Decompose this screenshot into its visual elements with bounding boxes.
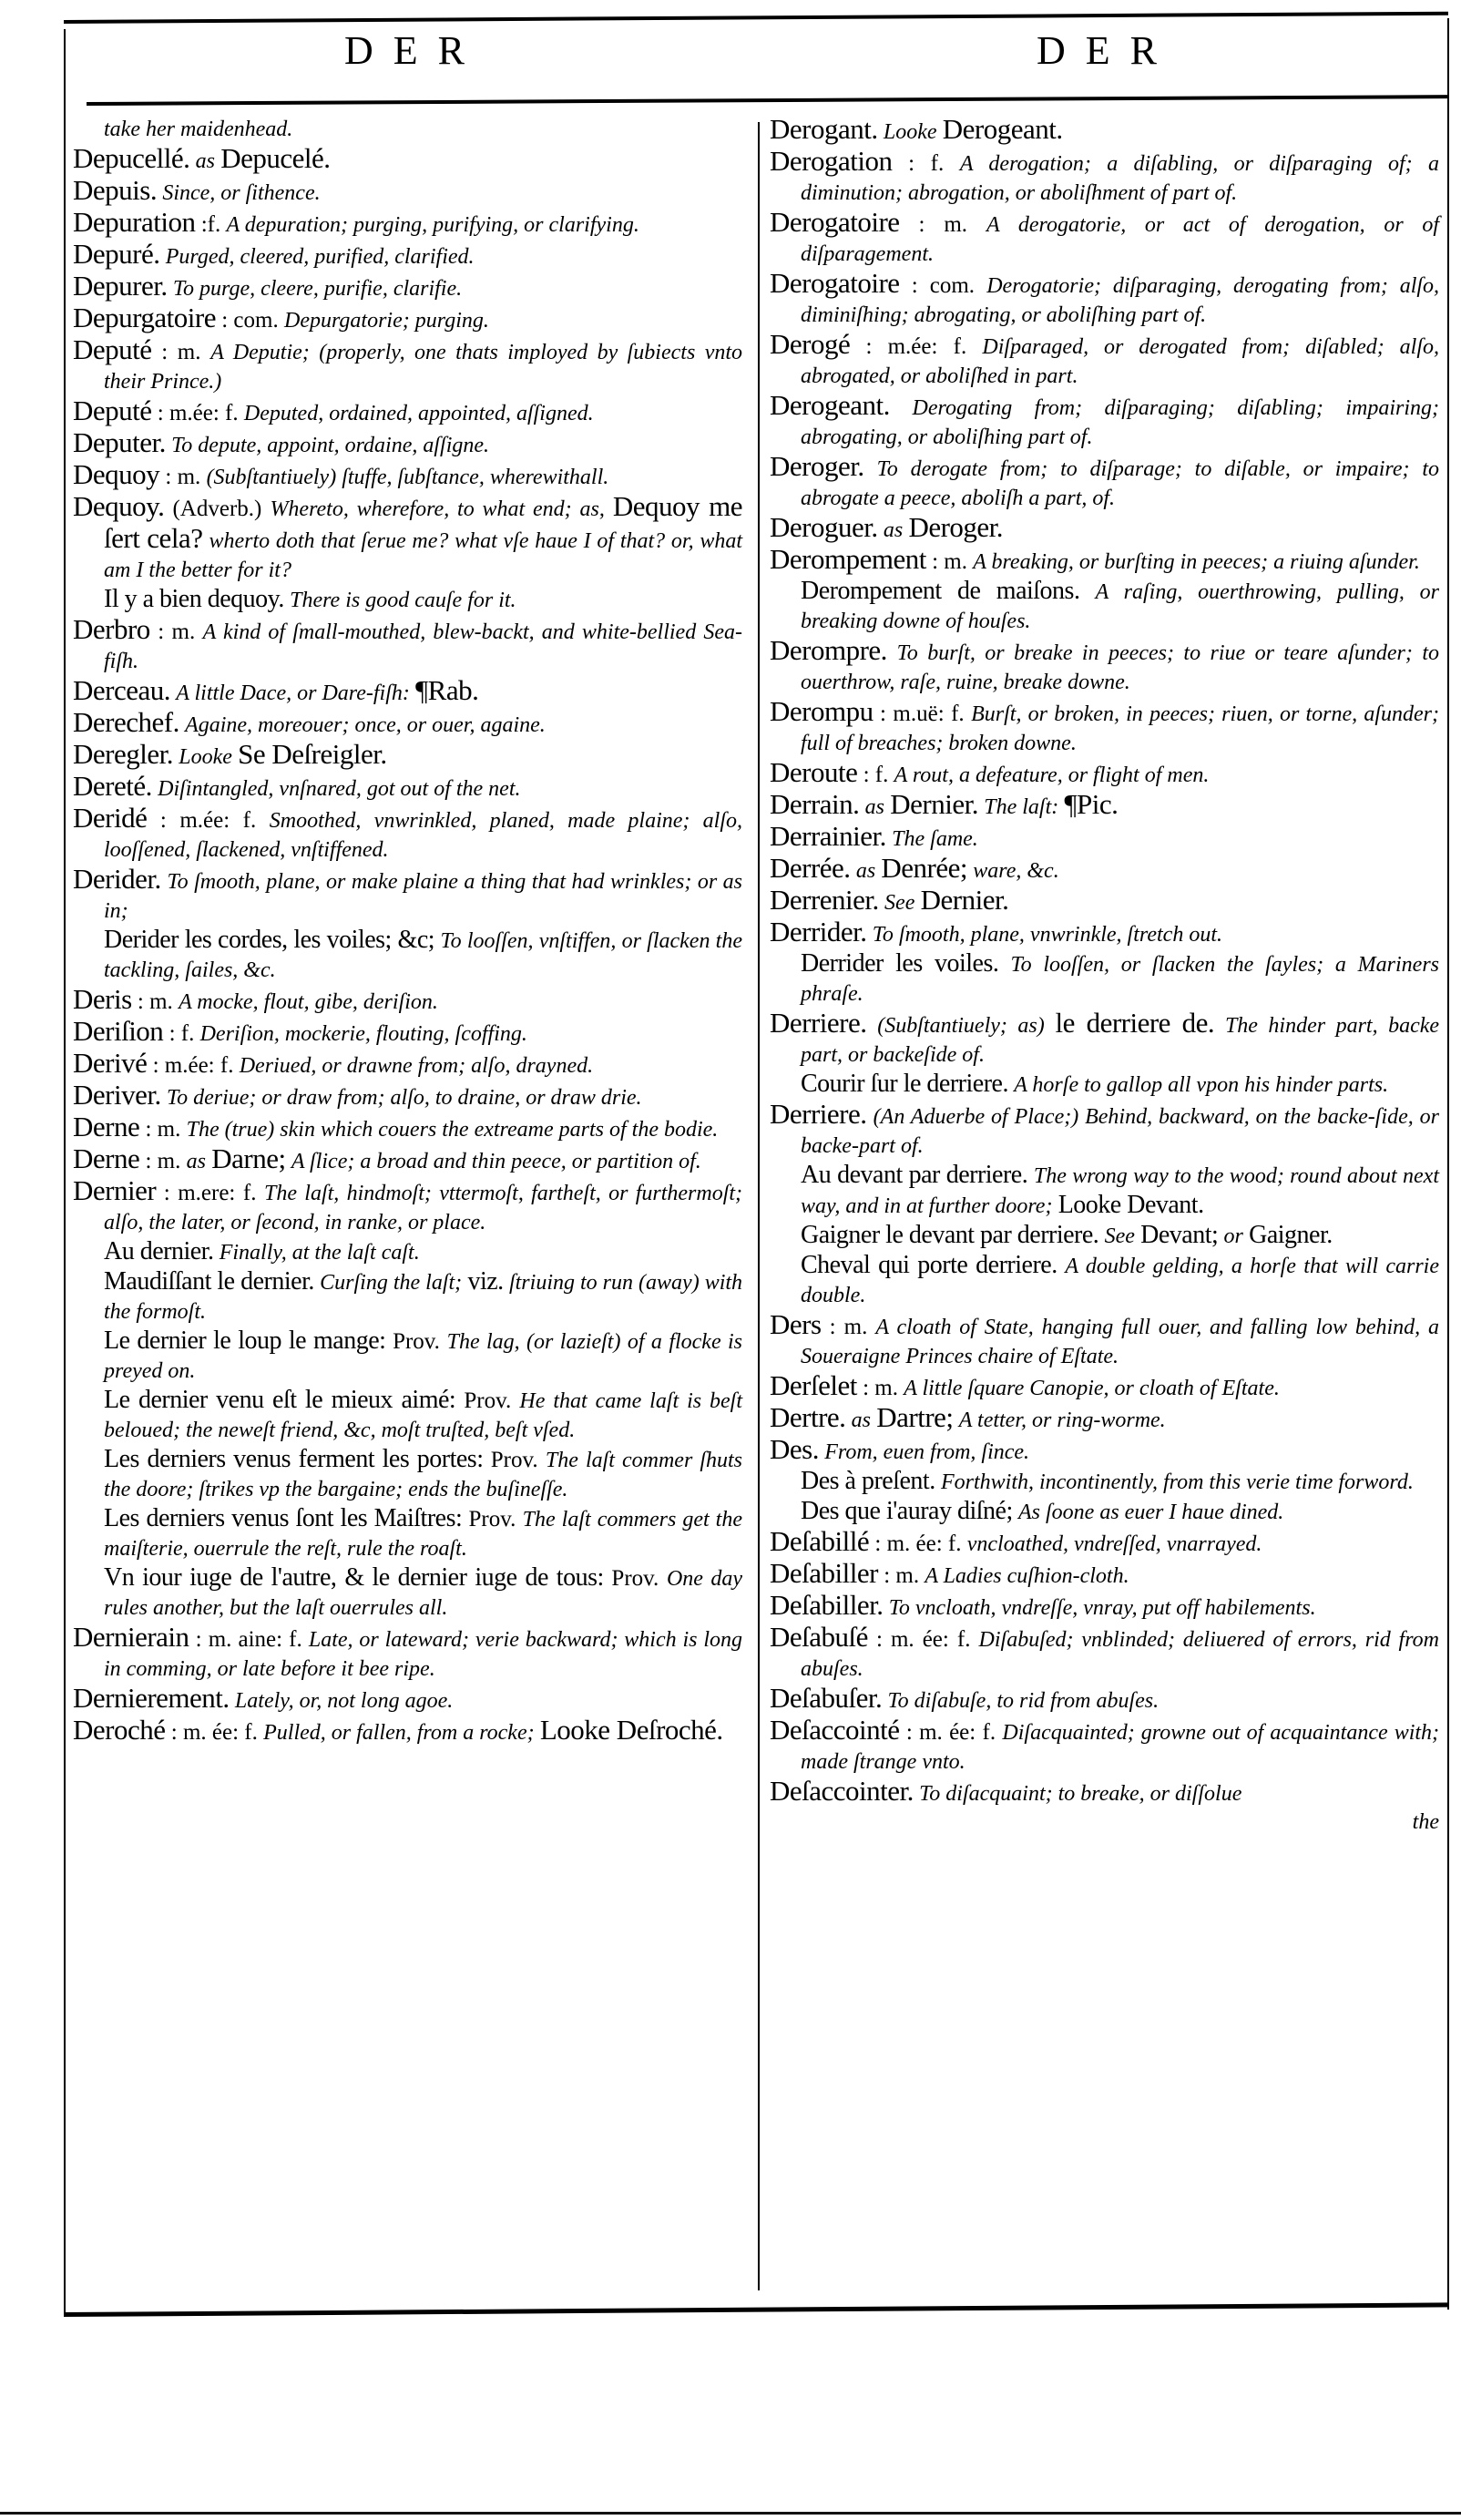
definition: A raſing, ouerthrowing, pulling, or breaking downe of houſes. — [801, 580, 1440, 633]
dictionary-entry — [73, 1176, 742, 1237]
grammar-label: : m.ée: f. — [152, 1053, 234, 1078]
headword: Derrider. — [770, 916, 867, 948]
dictionary-entry — [770, 854, 1439, 886]
headword: Deſabiller — [770, 1557, 878, 1589]
definition: take her maidenhead. — [104, 118, 293, 141]
definition: To vncloath, vndreſſe, vnray, put off habilements. — [888, 1596, 1316, 1620]
headword: Derompement — [770, 543, 926, 575]
definition: as — [186, 1150, 206, 1173]
sub-entry — [73, 1445, 742, 1504]
grammar-label: : f. — [908, 151, 945, 176]
headword: Derompre. — [770, 634, 887, 666]
headword: Derceau. — [73, 674, 170, 706]
definition: Purged, cleered, purified, clarified. — [165, 245, 475, 269]
headword: Au dernier. — [104, 1237, 214, 1265]
dictionary-entry — [770, 1684, 1439, 1716]
dictionary-entry — [73, 708, 742, 740]
dictionary-entry — [770, 115, 1439, 147]
headword: Derogeant. — [770, 389, 890, 421]
header-rule — [87, 95, 1448, 106]
grammar-label: (Adverb.) — [172, 497, 262, 521]
definition: A breaking, or burſting in peeces; a riuing aſunder. — [973, 550, 1420, 574]
definition: The laſt: — [984, 795, 1059, 819]
definition: To diſabuſe, to rid from abuſes. — [887, 1689, 1160, 1713]
headword: Derivé — [73, 1047, 148, 1079]
definition: Curſing the laſt; — [320, 1271, 463, 1295]
dictionary-entry — [770, 917, 1439, 949]
grammar-label: Prov. — [464, 1388, 512, 1413]
column-divider — [758, 122, 760, 2290]
dictionary-entry — [73, 772, 742, 804]
definition: ſtriuing to run (away) with the formoſt. — [104, 1271, 743, 1324]
definition: Diſabuſed; vnblinded; deliuered of errors, rid from abuſes. — [801, 1628, 1439, 1681]
headword: Dereté. — [73, 770, 152, 802]
dictionary-entry — [73, 396, 742, 428]
definition: A cloath of State, hanging full ouer, and falling low behind, a Soueraigne Princes chaire of Eſtate. — [801, 1316, 1440, 1368]
sub-entry — [73, 1386, 742, 1445]
headword: Derrenier. — [770, 884, 879, 916]
headword: Derrider les voiles. — [801, 949, 999, 978]
grammar-label: : m. — [863, 1376, 898, 1400]
headword: Dernierain — [73, 1621, 189, 1653]
grammar-label: : com. — [221, 308, 279, 333]
cross-reference: ¶Rab. — [415, 674, 479, 706]
headword: Depurgatoire — [73, 302, 216, 333]
headword: Derſelet — [770, 1369, 857, 1401]
definition: (Subſtantiuely) ſtuffe, ſubſtance, wherewithall. — [206, 466, 609, 489]
headword: Des à preſent. — [801, 1467, 935, 1495]
grammar-label: : m. — [145, 1117, 181, 1142]
headword: Derbro — [73, 613, 150, 645]
dictionary-entry — [770, 269, 1439, 330]
definition: A derogation; a diſabling, or diſparaging of; a diminution; abrogation, or aboliſhment of part of. — [801, 152, 1440, 205]
headword: Dequoy — [73, 458, 160, 490]
definition: A kind of ſmall-mouthed, blew-backt, and white-bellied Sea-fiſh. — [104, 620, 742, 673]
sub-entry — [770, 949, 1439, 1009]
definition: as — [195, 149, 215, 173]
cross-reference: Derogeant. — [942, 113, 1063, 145]
grammar-label: : m. — [158, 620, 196, 644]
headword: Au devant par derriere. — [801, 1161, 1028, 1189]
grammar-label: : m. ée: f. — [905, 1720, 996, 1745]
dictionary-entry — [73, 985, 742, 1017]
dictionary-entry — [770, 1623, 1439, 1684]
cross-reference: le derriere de. — [1055, 1007, 1215, 1039]
headword: Derne — [73, 1142, 140, 1174]
page-edge-line — [0, 2512, 1461, 2515]
headword: Deroguer. — [770, 511, 878, 543]
sub-entry — [770, 1161, 1439, 1221]
definition: A little ſquare Canopie, or cloath of Eſtate. — [904, 1377, 1280, 1400]
dictionary-entry — [770, 452, 1439, 513]
headword: Depucellé. — [73, 142, 190, 174]
grammar-label: : m. — [161, 340, 201, 364]
headword: Deſabuſer. — [770, 1682, 883, 1714]
dictionary-entry — [770, 391, 1439, 452]
grammar-label: : m. — [145, 1149, 181, 1173]
headword: Deſabiller. — [770, 1589, 884, 1621]
dictionary-entry — [73, 1716, 742, 1747]
cross-reference: Depucelé. — [220, 142, 331, 174]
definition: Diſacquainted; growne out of acquaintance with; made ſtrange vnto. — [801, 1721, 1440, 1774]
sub-entry — [73, 1504, 742, 1563]
definition: A derogatorie, or act of derogation, or of diſparagement. — [801, 213, 1440, 266]
cross-reference: Dartre; — [876, 1401, 954, 1433]
headword: Deridé — [73, 802, 148, 834]
definition: Smoothed, vnwrinkled, planed, made plaine; alſo, looſſened, ſlackened, vnſtiffened. — [104, 809, 742, 862]
definition: A Deputie; (properly, one thats imployed by ſubiects vnto their Prince.) — [104, 341, 743, 394]
headword: Les derniers venus ſont les Maiſtres: — [104, 1504, 463, 1532]
dictionary-entry — [770, 822, 1439, 854]
cross-reference: ¶Pic. — [1064, 788, 1119, 820]
headword: Ders — [770, 1308, 822, 1340]
headword: Deroger. — [770, 450, 864, 482]
cross-reference: viz. — [467, 1267, 504, 1296]
grammar-label: : m. — [918, 212, 968, 237]
definition: (An Aduerbe of Place;) Behind, backward, on the backe-ſide, or backe-part of. — [801, 1105, 1440, 1158]
dictionary-entry — [770, 208, 1439, 269]
definition: ware, &c. — [973, 859, 1059, 883]
headword: Derriere. — [770, 1007, 867, 1039]
entry-continuation — [73, 115, 742, 144]
definition: See — [1104, 1224, 1135, 1248]
dictionary-entry — [770, 1777, 1439, 1808]
dictionary-entry — [73, 144, 742, 176]
dictionary-entry — [73, 740, 742, 772]
dictionary-entry — [770, 513, 1439, 545]
headword: Derompu — [770, 695, 874, 727]
grammar-label: : m. ée: f. — [874, 1531, 962, 1556]
definition: To burſt, or breake in peeces; to riue or teare aſunder; to ouerthrow, raſe, ruine, breake downe. — [801, 641, 1439, 694]
definition: See — [884, 891, 915, 915]
sub-entry — [770, 1497, 1439, 1527]
dictionary-entry — [73, 1112, 742, 1144]
definition: Finally, at the laſt caſt. — [219, 1241, 420, 1265]
definition: Looke — [883, 120, 937, 144]
dictionary-entry — [770, 147, 1439, 208]
running-head-right: DER — [1037, 28, 1177, 73]
dictionary-entry — [770, 1009, 1439, 1070]
cross-reference: Darne; — [211, 1142, 286, 1174]
definition: Deriued, or drawne from; alſo, drayned. — [239, 1054, 594, 1078]
headword: Derogation — [770, 145, 893, 177]
definition: wherto doth that ſerue me? what vſe haue I of that? or, what am I the better for it? — [104, 529, 742, 582]
cross-reference: Looke Deſroché. — [539, 1714, 723, 1746]
definition: Deriſion, mockerie, flouting, ſcoffing. — [199, 1022, 527, 1046]
headword: Deputer. — [73, 426, 166, 458]
dictionary-entry — [770, 1591, 1439, 1623]
grammar-label: : m. — [165, 465, 201, 489]
headword: Derider. — [73, 863, 161, 895]
cross-reference: Devant; — [1140, 1221, 1219, 1249]
dictionary-entry — [73, 1049, 742, 1081]
headword: Depuis. — [73, 174, 158, 206]
dictionary-entry — [770, 1371, 1439, 1403]
grammar-label: : f. — [863, 763, 889, 787]
definition: as — [883, 518, 904, 542]
dictionary-entry — [73, 804, 742, 865]
cross-reference: Dequoy me ſert cela? — [104, 490, 742, 554]
headword: Derider les cordes, les voiles; &c; — [104, 926, 435, 954]
dictionary-entry — [73, 271, 742, 303]
definition: To ſmooth, plane, vnwrinkle, ſtretch out. — [872, 923, 1222, 947]
sub-entry — [770, 1467, 1439, 1497]
dictionary-entry — [73, 335, 742, 396]
grammar-label: : f. — [169, 1021, 195, 1046]
grammar-label: : m. — [932, 549, 967, 574]
grammar-label: :f. — [200, 212, 221, 237]
bottom-rule — [64, 2302, 1448, 2317]
definition: Pulled, or fallen, from a rocke; — [263, 1721, 535, 1745]
headword: Dernier — [73, 1174, 157, 1206]
sub-entry — [770, 1070, 1439, 1100]
definition: A tetter, or ring-worme. — [958, 1409, 1166, 1432]
headword: Des que i'auray diſné; — [801, 1497, 1013, 1525]
headword: Derechef. — [73, 706, 179, 738]
headword: Deputé — [73, 333, 152, 365]
dictionary-entry — [770, 697, 1439, 758]
sub-entry — [73, 1563, 742, 1623]
dictionary-entry — [770, 1310, 1439, 1371]
dictionary-entry — [73, 492, 742, 585]
dictionary-entry — [73, 1144, 742, 1176]
headword: Derrée. — [770, 852, 851, 884]
headword: Dertre. — [770, 1401, 846, 1433]
headword: Cheval qui porte derriere. — [801, 1251, 1057, 1279]
definition: Whereto, wherefore, to what end; as, — [270, 497, 605, 521]
headword: Deſaccointé — [770, 1714, 900, 1746]
sub-entry — [73, 1327, 742, 1386]
dictionary-entry — [73, 1017, 742, 1049]
definition: The laſt commers get the maiſterie, ouerrule the reſt, rule the roaſt. — [104, 1508, 743, 1561]
cross-reference: Se Deſreigler. — [238, 738, 387, 770]
dictionary-entry — [73, 615, 742, 676]
dictionary-entry — [73, 240, 742, 271]
headword: Deſaccointer. — [770, 1775, 914, 1807]
definition: Looke — [179, 745, 232, 769]
grammar-label: : m. — [829, 1315, 868, 1339]
definition: Burſt, or broken, in peeces; riuen, or torne, aſunder; full of breaches; broken downe. — [801, 702, 1440, 755]
headword: Deriver. — [73, 1079, 161, 1111]
dictionary-entry — [770, 1716, 1439, 1777]
definition: There is good cauſe for it. — [290, 589, 516, 612]
definition: A rout, a defeature, or flight of men. — [894, 763, 1210, 787]
definition: To looſſen, vnſtiffen, or ſlacken the tackling, ſailes, &c. — [104, 929, 742, 982]
dictionary-entry — [770, 1559, 1439, 1591]
sub-entry — [73, 585, 742, 615]
definition: Diſparaged, or derogated from; diſabled; alſo, abrogated, or aboliſhed in part. — [801, 335, 1440, 388]
grammar-label: Prov. — [490, 1448, 538, 1472]
definition: or — [1223, 1224, 1243, 1248]
headword: Deſabuſé — [770, 1621, 868, 1653]
headword: Derogatoire — [770, 206, 900, 238]
right-column — [770, 115, 1439, 1837]
cross-reference: Dernier. — [920, 884, 1009, 916]
sub-entry — [770, 1251, 1439, 1310]
grammar-label: : m. aine: f. — [195, 1627, 302, 1652]
definition: From, euen from, ſince. — [824, 1440, 1030, 1464]
left-column — [73, 115, 742, 1747]
headword: Courir ſur le derriere. — [801, 1070, 1008, 1098]
headword: Deris — [73, 983, 132, 1015]
headword: Dernierement. — [73, 1682, 230, 1714]
definition: Forthwith, incontinently, from this verie time forword. — [940, 1470, 1414, 1494]
headword: Le dernier le loup le mange: — [104, 1327, 386, 1355]
grammar-label: : m. — [137, 989, 173, 1014]
dictionary-entry — [73, 303, 742, 335]
dictionary-entry — [770, 1527, 1439, 1559]
headword: Deregler. — [73, 738, 173, 770]
dictionary-entry — [770, 790, 1439, 822]
definition: To looſſen, or ſlacken the ſayles; a Mariners phraſe. — [801, 953, 1439, 1006]
grammar-label: : m.ée: f. — [159, 808, 257, 833]
headword: Derrainier. — [770, 820, 886, 852]
dictionary-entry — [73, 1623, 742, 1684]
definition: To purge, cleere, purifie, clarifie. — [172, 277, 463, 301]
definition: A depuration; purging, purifying, or clarifying. — [226, 213, 639, 237]
grammar-label: : m. — [884, 1563, 920, 1588]
definition: The ſame. — [892, 827, 978, 851]
headword: Dequoy. — [73, 490, 165, 522]
definition: To deriue; or draw from; alſo, to draine, or draw drie. — [166, 1086, 642, 1110]
headword: Deriſion — [73, 1015, 164, 1047]
headword: Il y a bien dequoy. — [104, 585, 284, 613]
sub-entry — [73, 926, 742, 985]
grammar-label: : com. — [911, 273, 976, 298]
top-rule — [64, 12, 1448, 24]
definition: Diſintangled, vnſnared, got out of the net. — [158, 777, 521, 801]
dictionary-entry — [73, 1081, 742, 1112]
grammar-label: : m. ée: f. — [170, 1720, 258, 1745]
dictionary-entry — [73, 428, 742, 460]
definition: A horſe to gallop all vpon his hinder parts. — [1014, 1073, 1389, 1097]
definition: A double gelding, a horſe that will carrie double. — [801, 1255, 1439, 1307]
headword: Derogant. — [770, 113, 878, 145]
dictionary-entry — [73, 676, 742, 708]
grammar-label: : m.uë: f. — [880, 702, 965, 726]
definition: To diſacquaint; to breake, or diſſolue — [919, 1782, 1242, 1806]
grammar-label: : m.ere: f. — [163, 1181, 257, 1205]
dictionary-entry — [770, 1100, 1439, 1161]
definition: vncloathed, vndreſſed, vnarrayed. — [966, 1532, 1262, 1556]
headword: Deroché — [73, 1714, 166, 1746]
headword: Derne — [73, 1111, 140, 1142]
grammar-label: Prov. — [393, 1329, 440, 1354]
dictionary-entry — [770, 1403, 1439, 1435]
dictionary-entry — [770, 330, 1439, 391]
grammar-label: : m.ée: f. — [157, 401, 239, 425]
sub-entry — [770, 577, 1439, 636]
definition: The laſt commer ſhuts the doore; ſtrikes vp the bargaine; ends the buſineſſe. — [104, 1449, 743, 1501]
grammar-label: : m. ée: f. — [875, 1627, 971, 1652]
headword: Vn iour iuge de l'autre, & le dernier iuge de tous: — [104, 1563, 604, 1592]
grammar-label: : m.ée: f. — [865, 334, 967, 359]
definition: Deputed, ordained, appointed, aſſigned. — [243, 402, 594, 425]
dictionary-entry — [73, 208, 742, 240]
definition: Derogating from; diſparaging; diſabling; impairing; abrogating, or aboliſhing part of. — [801, 396, 1439, 449]
definition: As ſoone as euer I haue dined. — [1018, 1501, 1284, 1524]
cross-reference: Gaigner. — [1249, 1221, 1333, 1249]
definition: A Ladies cuſhion-cloth. — [925, 1564, 1129, 1588]
headword: Deſabillé — [770, 1525, 870, 1557]
definition: To depute, appoint, ordaine, aſſigne. — [171, 434, 490, 457]
dictionary-entry — [770, 886, 1439, 917]
headword: Depuration — [73, 206, 196, 238]
definition: Derogatorie; diſparaging, derogating from; alſo, diminiſhing; abrogating, or aboliſhing part of. — [801, 274, 1440, 327]
definition: as — [864, 795, 885, 819]
cross-reference: Dernier. — [890, 788, 978, 820]
dictionary-entry — [73, 460, 742, 492]
dictionary-entry — [73, 176, 742, 208]
definition: One day rules another, but the laſt ouerrules all. — [104, 1567, 743, 1620]
definition: Lately, or, not long agoe. — [234, 1689, 454, 1713]
definition: Late, or lateward; verie backward; which is long in comming, or late before it bee ripe. — [104, 1628, 743, 1681]
definition: Depurgatorie; purging. — [283, 309, 489, 333]
cross-reference: Looke Devant. — [1057, 1191, 1204, 1219]
headword: Depuré. — [73, 238, 160, 270]
definition: (Subſtantiuely; as) — [877, 1014, 1045, 1038]
headword: Derogé — [770, 328, 851, 360]
sub-entry — [770, 1221, 1439, 1251]
definition: The laſt, hindmoſt; vttermoſt, fartheſt, or furthermoſt; alſo, the later, or ſecond, in ranke, or place. — [104, 1182, 743, 1234]
definition: The hinder part, backe part, or backeſide of. — [801, 1014, 1440, 1067]
frame-right-border — [1447, 18, 1449, 2310]
headword: Des. — [770, 1433, 819, 1465]
headword: Deputé — [73, 394, 152, 426]
headword: Depurer. — [73, 270, 168, 302]
grammar-label: Prov. — [468, 1507, 516, 1531]
catchword: the — [1412, 1810, 1439, 1834]
cross-reference: Deroger. — [908, 511, 1004, 543]
headword: Maudiſſant le dernier. — [104, 1267, 314, 1296]
sub-entry — [73, 1267, 742, 1327]
definition: A little Dace, or Dare-fiſh: — [176, 681, 410, 705]
headword: Derogatoire — [770, 267, 900, 299]
headword: Derriere. — [770, 1098, 867, 1130]
dictionary-entry — [73, 1684, 742, 1716]
definition: Againe, moreouer; once, or ouer, againe. — [185, 713, 546, 737]
definition: as — [851, 1409, 872, 1432]
dictionary-entry — [73, 865, 742, 926]
definition: A mocke, flout, gibe, deriſion. — [179, 990, 438, 1014]
headword: Derrain. — [770, 788, 860, 820]
definition: A ſlice; a broad and thin peece, or partition of. — [291, 1150, 701, 1173]
frame-left-border — [64, 29, 66, 2316]
definition: He that came laſt is beſt beloued; the neweſt friend, &c, moſt truſted, beſt vſed. — [104, 1389, 743, 1442]
headword: Gaigner le devant par derriere. — [801, 1221, 1099, 1249]
definition: To derogate from; to diſparage; to diſable, or impaire; to abrogate a peece, aboliſh a part, of. — [801, 457, 1440, 510]
headword: Le dernier venu eſt le mieux aimé: — [104, 1386, 456, 1414]
headword: Derompement de maiſons. — [801, 577, 1080, 605]
sub-entry — [73, 1237, 742, 1267]
definition: To ſmooth, plane, or make plaine a thing that had wrinkles; or as in; — [104, 870, 742, 923]
dictionary-entry — [770, 758, 1439, 790]
cross-reference: Denrée; — [881, 852, 968, 884]
definition: Since, or ſithence. — [162, 181, 321, 205]
grammar-label: Prov. — [611, 1566, 659, 1591]
dictionary-entry — [770, 636, 1439, 697]
definition: The wrong way to the wood; round about next way, and in at further doore; — [801, 1164, 1439, 1218]
running-head-left: DER — [344, 28, 485, 73]
definition: The lag, (or lazieſt) of a flocke is preyed on. — [104, 1330, 743, 1383]
headword: Deroute — [770, 756, 858, 788]
dictionary-entry — [770, 545, 1439, 577]
dictionary-entry — [770, 1435, 1439, 1467]
definition: as — [855, 859, 876, 883]
definition: The (true) skin which couers the extreame parts of the bodie. — [186, 1118, 719, 1142]
headword: Les derniers venus ferment les portes: — [104, 1445, 484, 1473]
